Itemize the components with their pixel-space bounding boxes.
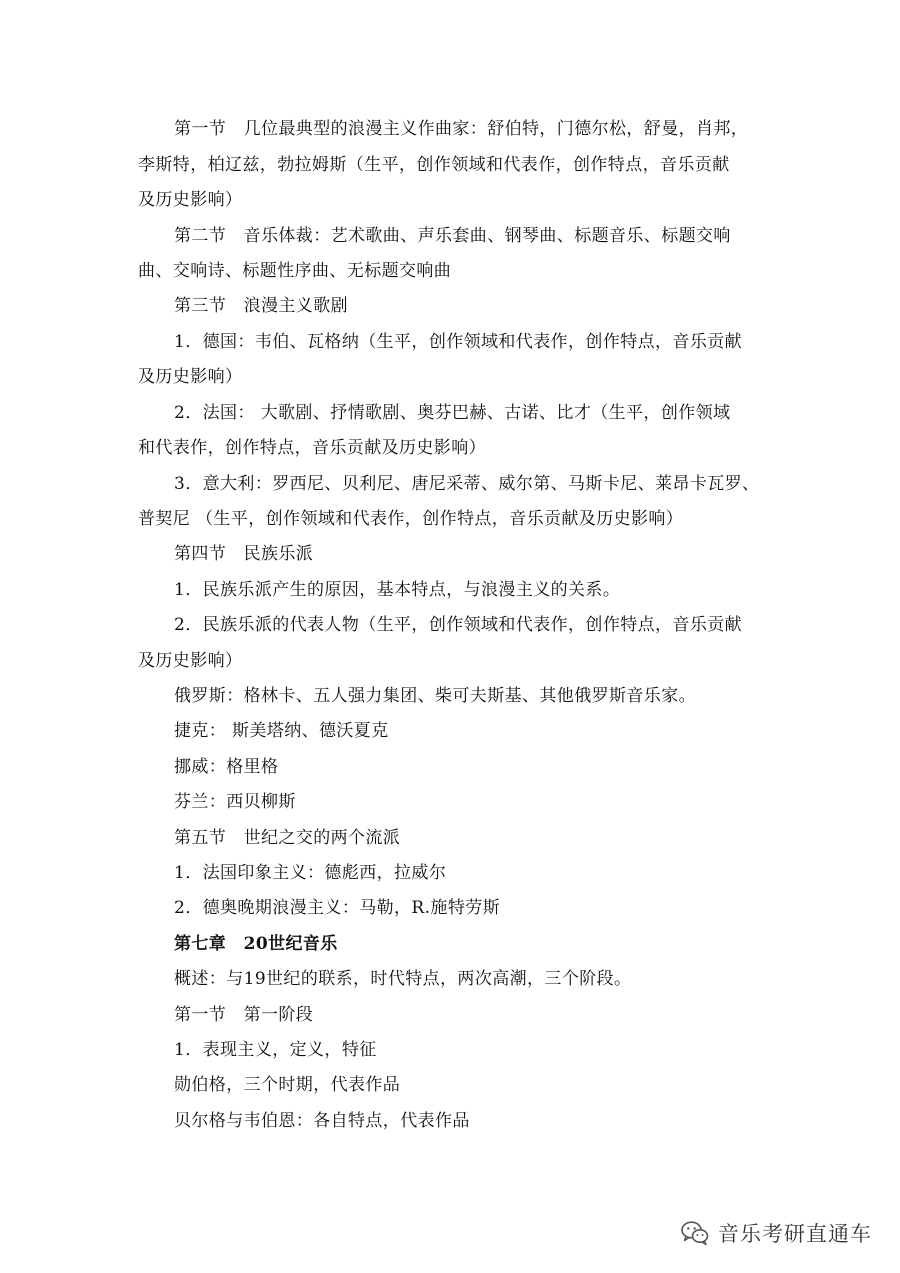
wechat-icon: [680, 1220, 710, 1246]
text-line: 及历史影响）: [138, 367, 243, 387]
text-line: 捷克： 斯美塔纳、德沃夏克: [174, 721, 389, 741]
text-line: 1．德国：韦伯、瓦格纳（生平，创作领域和代表作，创作特点，音乐贡献: [174, 332, 743, 352]
text-line: 普契尼 （生平，创作领域和代表作，创作特点，音乐贡献及历史影响）: [138, 509, 684, 529]
text-line: 俄罗斯：格林卡、五人强力集团、柴可夫斯基、其他俄罗斯音乐家。: [174, 686, 696, 706]
watermark-text: 音乐考研直通车: [718, 1222, 872, 1246]
text-line: 1．民族乐派产生的原因，基本特点，与浪漫主义的关系。: [174, 580, 621, 600]
text-line: 及历史影响）: [138, 190, 243, 210]
text-line: 和代表作，创作特点，音乐贡献及历史影响）: [138, 438, 486, 458]
text-line: 曲、交响诗、标题性序曲、无标题交响曲: [138, 261, 452, 281]
text-line: 李斯特，柏辽兹，勃拉姆斯（生平，创作领域和代表作，创作特点，音乐贡献: [138, 155, 730, 175]
text-line: 第二节 音乐体裁：艺术歌曲、声乐套曲、钢琴曲、标题音乐、标题交响: [174, 226, 731, 246]
text-line: 2．德奥晚期浪漫主义：马勒，R.施特劳斯: [174, 898, 501, 918]
text-line: 贝尔格与韦伯恩：各自特点，代表作品: [174, 1111, 470, 1131]
text-line: 3．意大利：罗西尼、贝利尼、唐尼采蒂、威尔第、马斯卡尼、莱昂卡瓦罗、: [174, 474, 760, 494]
chapter-heading: 第七章 20世纪音乐: [174, 934, 338, 954]
text-line: 及历史影响）: [138, 651, 243, 671]
text-line: 概述：与19世纪的联系，时代特点，两次高潮，三个阶段。: [174, 969, 632, 989]
text-line: 挪威：格里格: [174, 757, 279, 777]
text-line: 勋伯格，三个时期，代表作品: [174, 1075, 401, 1095]
text-line: 芬兰：西贝柳斯: [174, 792, 296, 812]
text-line: 第三节 浪漫主义歌剧: [174, 296, 348, 316]
watermark: [680, 1218, 872, 1248]
text-line: 2．法国： 大歌剧、抒情歌剧、奥芬巴赫、古诺、比才（生平，创作领域: [174, 403, 731, 423]
text-line: 第四节 民族乐派: [174, 544, 314, 564]
text-line: 第一节 几位最典型的浪漫主义作曲家：舒伯特，门德尔松，舒曼，肖邦，: [174, 119, 749, 139]
text-line: 1．表现主义，定义，特征: [174, 1040, 377, 1060]
text-line: 1．法国印象主义：德彪西，拉威尔: [174, 863, 447, 883]
text-line: 2．民族乐派的代表人物（生平，创作领域和代表作，创作特点，音乐贡献: [174, 615, 743, 635]
text-line: 第一节 第一阶段: [174, 1005, 314, 1025]
text-line: 第五节 世纪之交的两个流派: [174, 828, 401, 848]
